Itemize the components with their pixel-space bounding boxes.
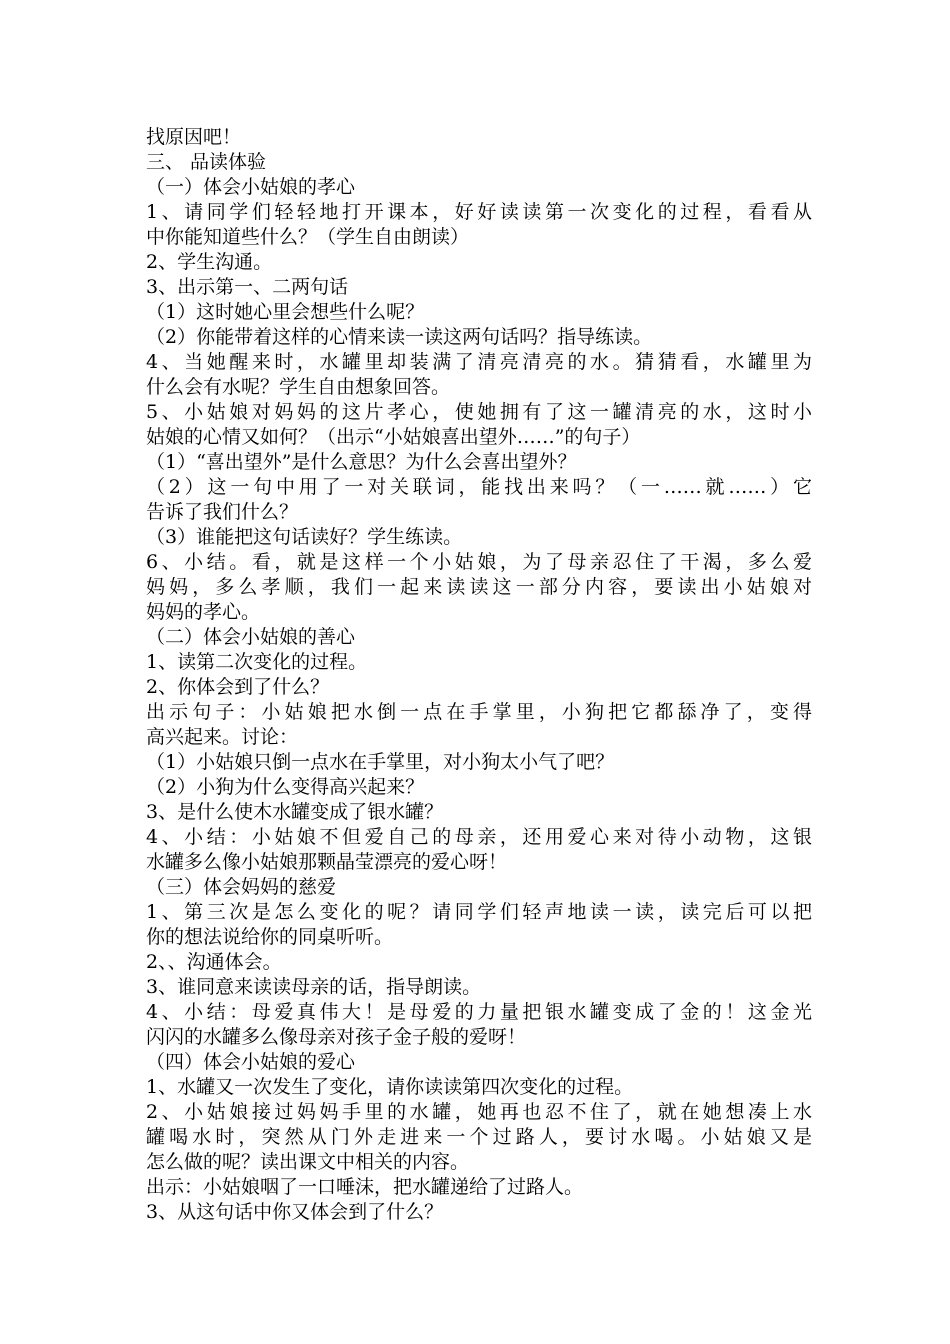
text-line: 妈妈的孝心。	[146, 601, 261, 623]
text-line: 中你能知道些什么？（学生自由朗读）	[146, 226, 470, 248]
text-line: 2、你体会到了什么？	[146, 676, 330, 698]
text-line: 出示：小姑娘咽了一口唾沫，把水罐递给了过路人。	[146, 1176, 584, 1198]
text-line: 3、是什么使木水罐变成了银水罐？	[146, 801, 444, 823]
text-line: 闪闪的水罐多么像母亲对孩子金子般的爱呀！	[146, 1026, 527, 1048]
text-line: 3、从这句话中你又体会到了什么？	[146, 1201, 444, 1223]
text-line: 你的想法说给你的同桌听听。	[146, 926, 394, 948]
text-line: 6、小结。看，就是这样一个小姑娘，为了母亲忍住了干渴，多么爱	[146, 551, 812, 573]
text-line: 三、 品读体验	[146, 151, 267, 173]
text-line: （2）小狗为什么变得高兴起来？	[146, 776, 425, 798]
text-line: 什么会有水呢？学生自由想象回答。	[146, 376, 451, 398]
text-line: 3、出示第一、二两句话	[146, 276, 349, 298]
text-line: 4、当她醒来时，水罐里却装满了清亮清亮的水。猜猜看，水罐里为	[146, 351, 812, 373]
text-line: 5、小姑娘对妈妈的这片孝心，使她拥有了这一罐清亮的水，这时小	[146, 401, 812, 423]
text-line: 水罐多么像小姑娘那颗晶莹漂亮的爱心呀！	[146, 851, 508, 873]
document-body	[146, 125, 812, 1225]
text-line: （1）小姑娘只倒一点水在手掌里，对小狗太小气了吧？	[146, 751, 615, 773]
text-line: 姑娘的心情又如何？（出示“小姑娘喜出望外……”的句子）	[146, 426, 641, 448]
text-line: 2、小姑娘接过妈妈手里的水罐，她再也忍不住了，就在她想凑上水	[146, 1101, 812, 1123]
text-line: 找原因吧！	[146, 126, 242, 148]
text-line: 怎么做的呢？读出课文中相关的内容。	[146, 1151, 470, 1173]
text-line: （1）“喜出望外”是什么意思？为什么会喜出望外？	[146, 451, 577, 473]
text-line: 2、、沟通体会。	[146, 951, 282, 973]
text-line: （三）体会妈妈的慈爱	[146, 876, 337, 898]
text-line: （1）这时她心里会想些什么呢？	[146, 301, 425, 323]
text-line: 1、请同学们轻轻地打开课本，好好读读第一次变化的过程，看看从	[146, 201, 812, 223]
text-line: 2、学生沟通。	[146, 251, 273, 273]
text-line: 1、第三次是怎么变化的呢？请同学们轻声地读一读，读完后可以把	[146, 901, 812, 923]
text-line: （2）这一句中用了一对关联词，能找出来吗？（一……就……）它	[146, 476, 812, 498]
text-line: （二）体会小姑娘的善心	[146, 626, 356, 648]
text-line: 3、谁同意来读读母亲的话，指导朗读。	[146, 976, 482, 998]
text-line: （一）体会小姑娘的孝心	[146, 176, 356, 198]
text-line: 1、读第二次变化的过程。	[146, 651, 368, 673]
text-line: 告诉了我们什么？	[146, 501, 299, 523]
text-line: 罐喝水时，突然从门外走进来一个过路人，要讨水喝。小姑娘又是	[146, 1126, 812, 1148]
text-line: 高兴起来。讨论：	[146, 726, 299, 748]
text-line: 4、小结：小姑娘不但爱自己的母亲，还用爱心来对待小动物，这银	[146, 826, 812, 848]
text-line: 妈妈，多么孝顺，我们一起来读读这一部分内容，要读出小姑娘对	[146, 576, 812, 598]
text-line: （2）你能带着这样的心情来读一读这两句话吗？指导练读。	[146, 326, 653, 348]
text-line: 出示句子：小姑娘把水倒一点在手掌里，小狗把它都舔净了，变得	[146, 701, 812, 723]
text-line: （四）体会小姑娘的爱心	[146, 1051, 356, 1073]
text-line: （3）谁能把这句话读好？学生练读。	[146, 526, 463, 548]
text-line: 4、小结：母爱真伟大！是母爱的力量把银水罐变成了金的！这金光	[146, 1001, 812, 1023]
text-line: 1、水罐又一次发生了变化，请你读读第四次变化的过程。	[146, 1076, 634, 1098]
